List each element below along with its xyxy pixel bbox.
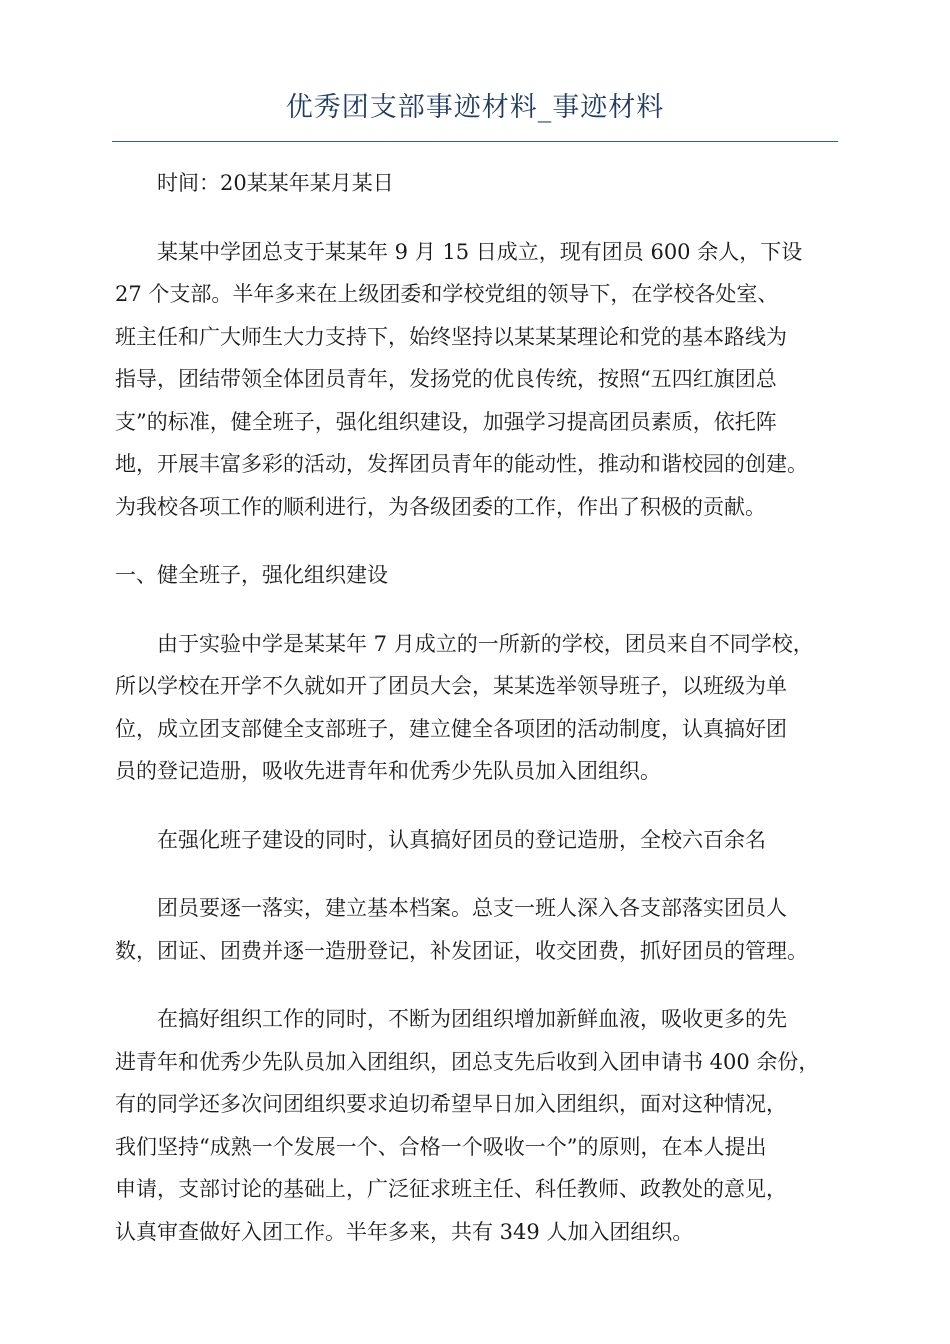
text-line: 进青年和优秀少先队员加入团组织，团总支先后收到入团申请书 400 余份， xyxy=(115,1049,820,1074)
text-line: 某某中学团总支于某某年 9 月 15 日成立，现有团员 600 余人，下设 xyxy=(157,239,803,264)
title-divider xyxy=(112,141,838,142)
paragraph-list xyxy=(115,231,845,1254)
text-line: 支”的标准，健全班子，强化组织建设，加强学习提高团员素质，依托阵 xyxy=(115,409,777,434)
text-line: 27 个支部。半年多来在上级团委和学校党组的领导下，在学校各处室、 xyxy=(115,282,779,306)
text-line: 数，团证、团费并逐一造册登记，补发团证，收交团费，抓好团员的管理。 xyxy=(115,938,808,963)
document-title: 优秀团支部事迹材料_事迹材料 xyxy=(285,92,665,123)
text-line: 在搞好组织工作的同时，不断为团组织增加新鲜血液，吸收更多的先 xyxy=(157,1007,787,1031)
text-line: 在强化班子建设的同时，认真搞好团员的登记造册，全校六百余名 xyxy=(157,827,766,852)
text-line: 我们坚持“成熟一个发展一个、合格一个吸收一个”的原则，在本人提出 xyxy=(115,1134,767,1159)
text-line: 位，成立团支部健全支部班子，建立健全各项团的活动制度，认真搞好团 xyxy=(115,716,787,741)
text-line: 指导，团结带领全体团员青年，发扬党的优良传统，按照“五四红旗团总 xyxy=(115,367,777,391)
text-line: 认真审查做好入团工作。半年多来，共有 349 人加入团组织。 xyxy=(115,1219,694,1244)
text-line: 员的登记造册，吸收先进青年和优秀少先队员加入团组织。 xyxy=(115,759,661,783)
text-line: 申请，支部讨论的基础上，广泛征求班主任、科任教师、政教处的意见， xyxy=(115,1177,787,1201)
text-line: 团员要逐一落实，建立基本档案。总支一班人深入各支部落实团员人 xyxy=(157,896,787,920)
body-paragraph xyxy=(115,819,845,862)
text-line: 有的同学还多次问团组织要求迫切希望早日加入团组织，面对这种情况， xyxy=(115,1092,787,1116)
text-line: 为我校各项工作的顺利进行，为各级团委的工作，作出了积极的贡献。 xyxy=(115,494,766,519)
text-line: 由于实验中学是某某年 7 月成立的一所新的学校，团员来自不同学校， xyxy=(157,631,814,656)
document-body xyxy=(115,162,845,1279)
section-heading xyxy=(115,554,845,597)
body-paragraph xyxy=(115,998,845,1253)
text-line: 班主任和广大师生大力支持下，始终坚持以某某某理论和党的基本路线为 xyxy=(115,324,787,349)
body-paragraph xyxy=(115,887,845,972)
text-line: 所以学校在开学不久就如开了团员大会，某某选举领导班子，以班级为单 xyxy=(115,674,787,698)
body-paragraph xyxy=(115,231,845,529)
text-line: 地，开展丰富多彩的活动，发挥团员青年的能动性，推动和谐校园的创建。 xyxy=(115,452,808,476)
date-line: 时间：20某某年某月某日 xyxy=(157,171,394,195)
text-line: 一、健全班子，强化组织建设 xyxy=(115,563,388,587)
body-paragraph xyxy=(115,623,845,793)
